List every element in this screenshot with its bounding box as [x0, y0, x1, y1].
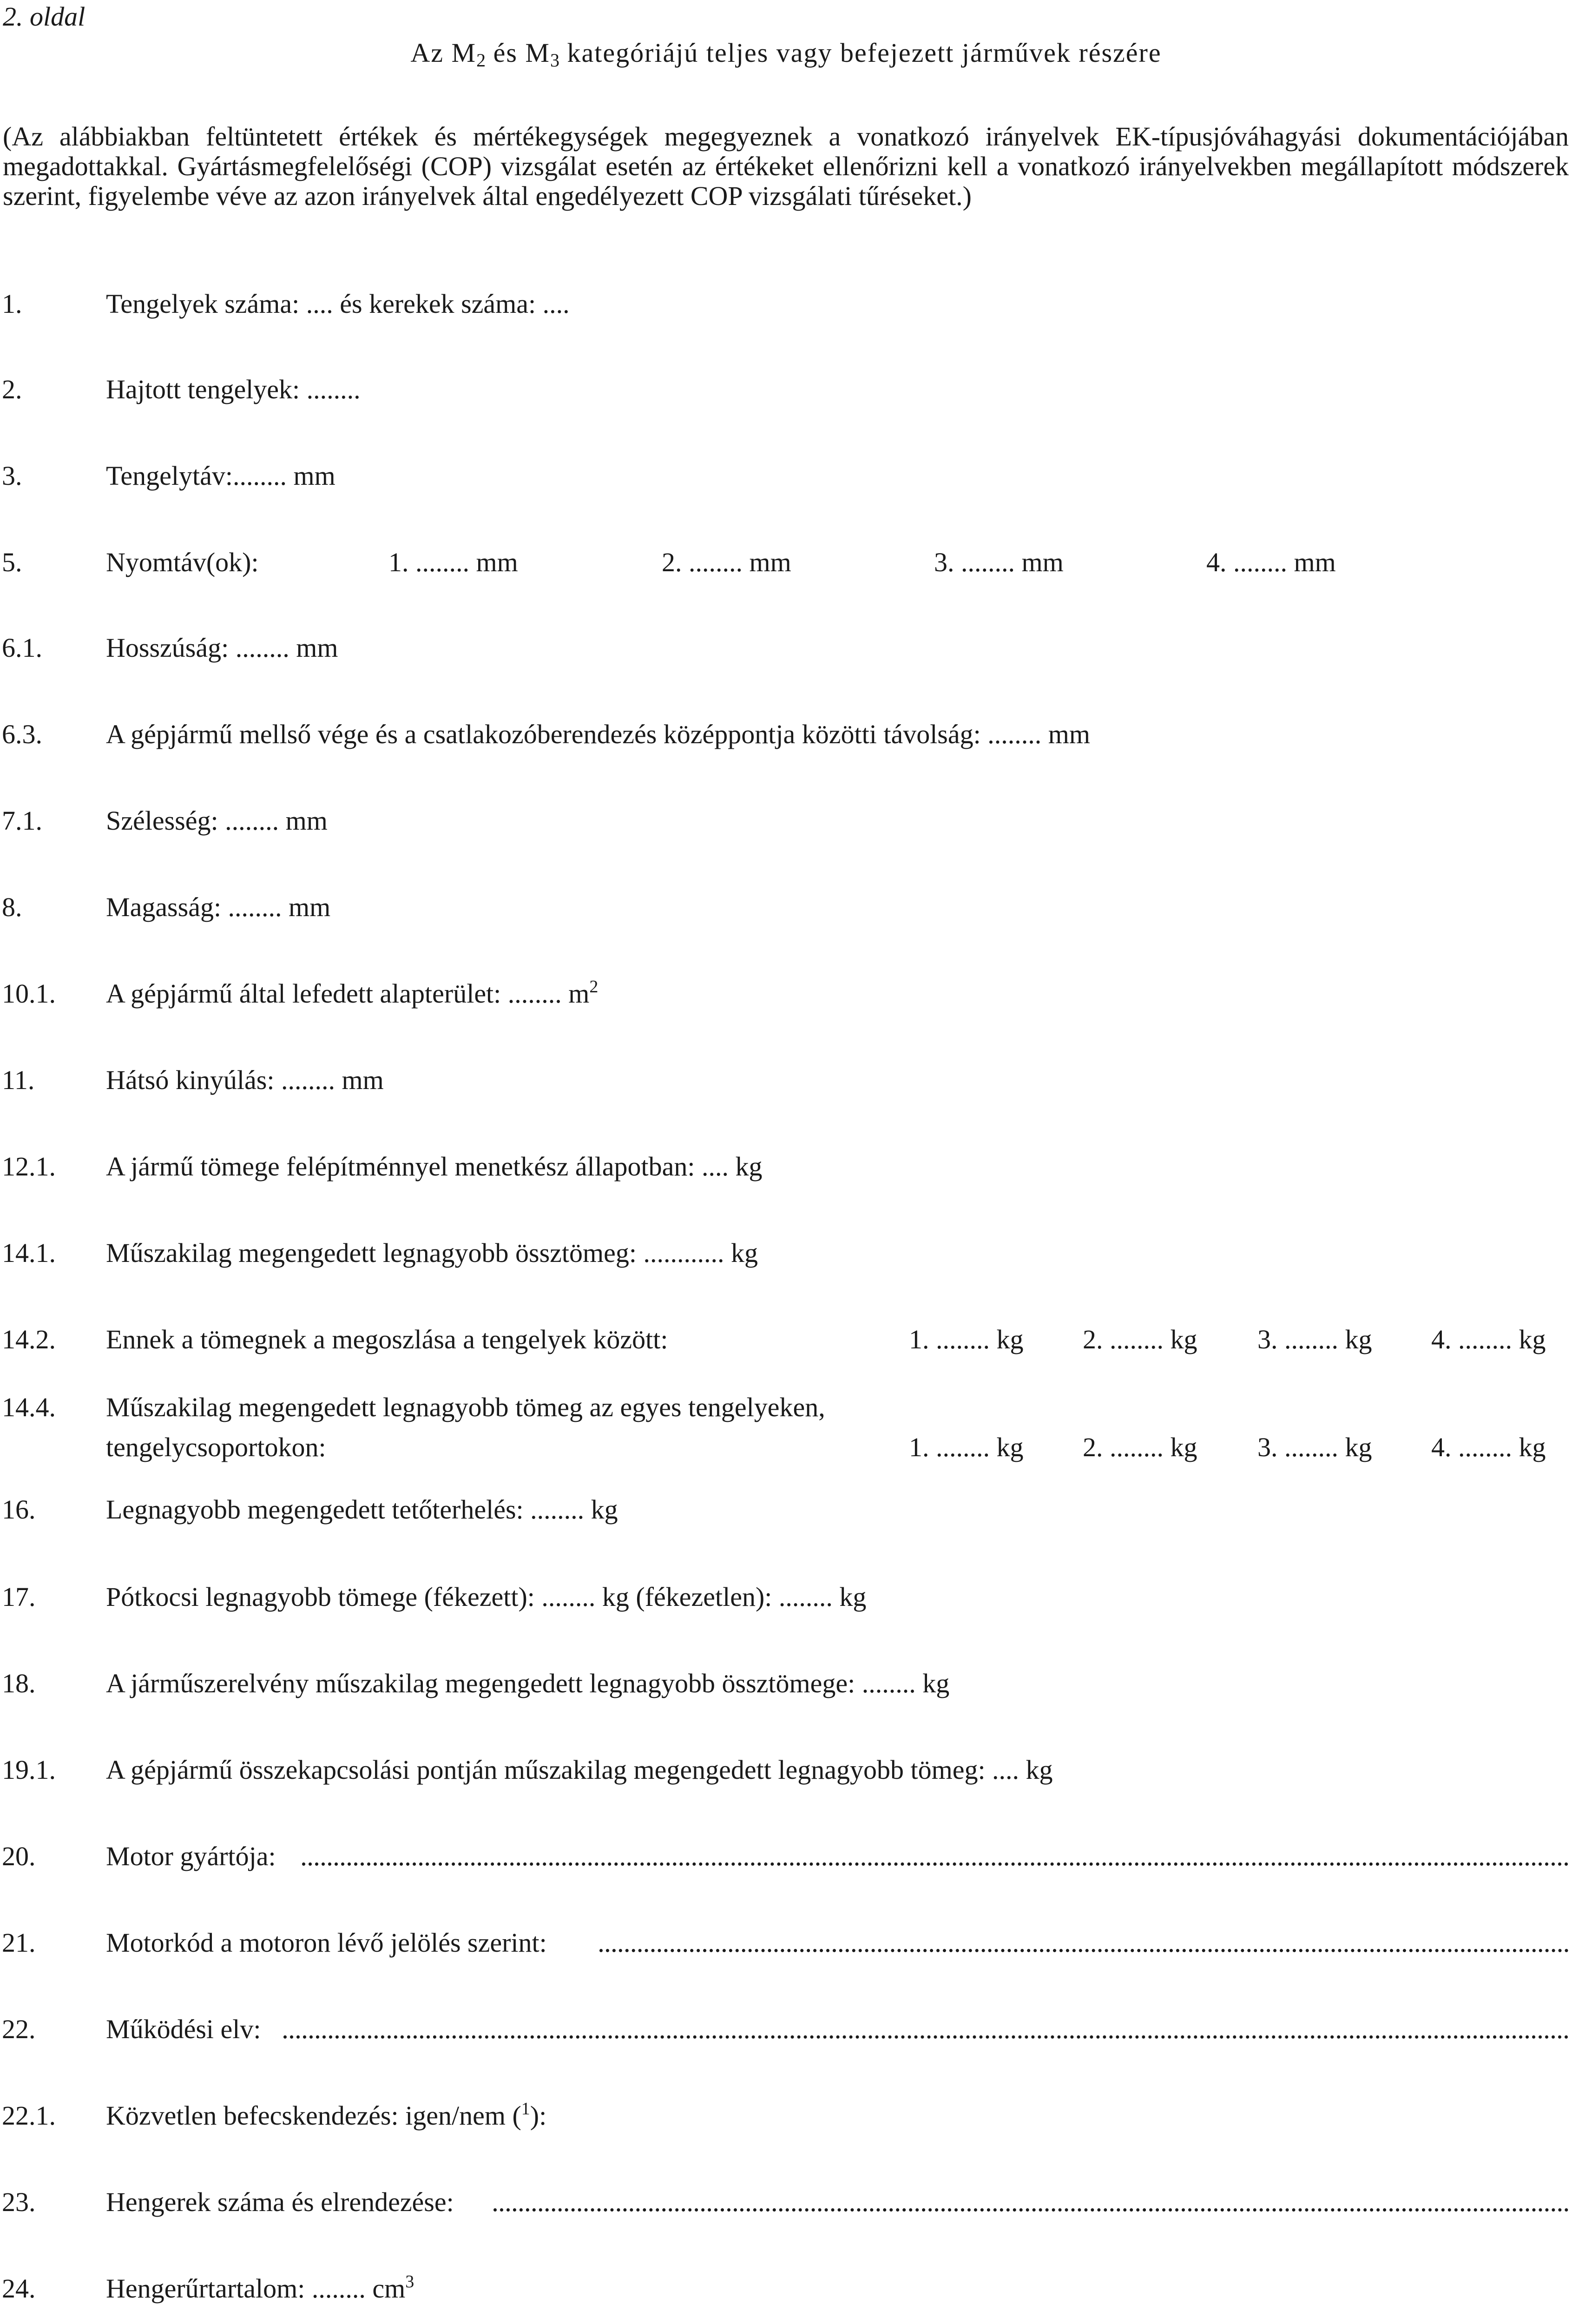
item-number: 1. [2, 289, 22, 319]
item-label: Hátsó kinyúlás: ........ mm [106, 1065, 384, 1095]
item-label-after: ): [530, 2100, 547, 2131]
item-label: A járműszerelvény műszakilag megengedett legnagyobb össztömege: ........ kg [106, 1668, 950, 1698]
engine-manufacturer-field[interactable] [302, 1836, 1569, 1866]
engine-code-field[interactable] [599, 1922, 1569, 1952]
item-label: Hajtott tengelyek: ........ [106, 374, 361, 404]
item-number: 12.1. [2, 1151, 56, 1182]
item-number: 16. [2, 1494, 36, 1525]
item-label: Ennek a tömegnek a megoszlása a tengelyek között: [106, 1324, 668, 1354]
item-label: A gépjármű összekapcsolási pontján műszakilag megengedett legnagyobb tömeg: .... kg [106, 1755, 1053, 1785]
item-label: Legnagyobb megengedett tetőterhelés: ........ kg [106, 1494, 618, 1525]
track-width-option: 4. ........ mm [1206, 547, 1336, 577]
item-number: 8. [2, 892, 22, 922]
axle-max-mass-option: 3. ........ kg [1257, 1432, 1372, 1462]
cylinders-field[interactable] [493, 2182, 1569, 2212]
item-number: 22.1. [2, 2100, 56, 2131]
item-number: 11. [2, 1065, 35, 1095]
axle-max-mass-option: 1. ........ kg [909, 1432, 1024, 1462]
item-number: 2. [2, 374, 22, 404]
heading-prefix: Az M [410, 38, 477, 68]
axle-mass-option: 3. ........ kg [1257, 1324, 1372, 1354]
item-label: Működési elv: [106, 2014, 261, 2044]
item-label: A gépjármű mellső vége és a csatlakozóberendezés középpontja közötti távolság: ........ mm [106, 719, 1090, 749]
item-number: 7.1. [2, 805, 42, 836]
item-number: 18. [2, 1668, 36, 1698]
item-number: 6.1. [2, 633, 42, 663]
item-label: Műszakilag megengedett legnagyobb tömeg az egyes tengelyeken, [106, 1392, 825, 1422]
item-number: 14.1. [2, 1238, 56, 1268]
item-label: Pótkocsi legnagyobb tömege (fékezett): ........ kg (fékezetlen): ........ kg [106, 1582, 867, 1612]
item-number: 17. [2, 1582, 36, 1612]
item-label: Motorkód a motoron lévő jelölés szerint: [106, 1928, 547, 1958]
item-label: Tengelytáv:........ mm [106, 461, 335, 491]
item-label [106, 979, 598, 1009]
item-label-text: A gépjármű által lefedett alapterület: ........ m [106, 978, 590, 1009]
item-label: Tengelyek száma: .... és kerekek száma: .... [106, 289, 570, 319]
item-number: 3. [2, 461, 22, 491]
item-number: 14.4. [2, 1392, 56, 1422]
axle-max-mass-option: 2. ........ kg [1083, 1432, 1197, 1462]
item-number: 21. [2, 1928, 36, 1958]
item-number: 23. [2, 2187, 36, 2217]
item-label: Hosszúság: ........ mm [106, 633, 338, 663]
item-number: 6.3. [2, 719, 42, 749]
heading-sub-m3: 3 [550, 50, 559, 71]
footnote-ref: 1 [521, 2099, 530, 2119]
page-label: 2. oldal [3, 1, 86, 32]
item-label: Magasság: ........ mm [106, 892, 331, 922]
item-number: 19.1. [2, 1755, 56, 1785]
item-label-cont: tengelycsoportokon: [106, 1432, 326, 1462]
item-number: 14.2. [2, 1324, 56, 1354]
item-number: 24. [2, 2273, 36, 2304]
track-width-option: 2. ........ mm [662, 547, 791, 577]
item-label-sup: 2 [589, 977, 599, 997]
axle-max-mass-option: 4. ........ kg [1431, 1432, 1546, 1462]
item-label [106, 2274, 414, 2304]
item-label: Szélesség: ........ mm [106, 805, 328, 836]
item-label: Nyomtáv(ok): [106, 547, 259, 577]
item-label-text: Közvetlen befecskendezés: igen/nem ( [106, 2100, 521, 2131]
track-width-option: 3. ........ mm [934, 547, 1064, 577]
item-label-sup: 3 [405, 2272, 414, 2291]
item-number: 5. [2, 547, 22, 577]
intro-paragraph: (Az alábbiakban feltüntetett értékek és mértékegységek megegyeznek a vonatkozó irányelvek EK-típusjóváhagyási dokumentációjában megadottakkal. Gyártásmegfelelőségi (COP) vizsgálat esetén az értékeket ellenőrizni kell a vonatkozó irányelvekben megállapított módszerek szerint, figyelembe véve az azon irányelvek által engedélyezett COP vizsgálati tűréseket.) [3, 121, 1569, 211]
item-label [106, 2101, 546, 2131]
item-label: Hengerek száma és elrendezése: [106, 2187, 454, 2217]
working-principle-field[interactable] [283, 2009, 1569, 2039]
item-number: 10.1. [2, 978, 56, 1009]
heading-suffix: kategóriájú teljes vagy befejezett járművek részére [559, 38, 1162, 68]
page-heading [0, 37, 1572, 71]
track-width-option: 1. ........ mm [388, 547, 518, 577]
axle-mass-option: 2. ........ kg [1083, 1324, 1197, 1354]
item-label: Motor gyártója: [106, 1841, 276, 1871]
item-label-text: Hengerűrtartalom: ........ cm [106, 2273, 406, 2304]
item-number: 22. [2, 2014, 36, 2044]
item-number: 20. [2, 1841, 36, 1871]
axle-mass-option: 1. ........ kg [909, 1324, 1024, 1354]
heading-sub-m2: 2 [476, 50, 486, 71]
item-label: A jármű tömege felépítménnyel menetkész állapotban: .... kg [106, 1151, 763, 1182]
heading-mid: és M [486, 38, 550, 68]
axle-mass-option: 4. ........ kg [1431, 1324, 1546, 1354]
item-label: Műszakilag megengedett legnagyobb össztömeg: ............ kg [106, 1238, 758, 1268]
